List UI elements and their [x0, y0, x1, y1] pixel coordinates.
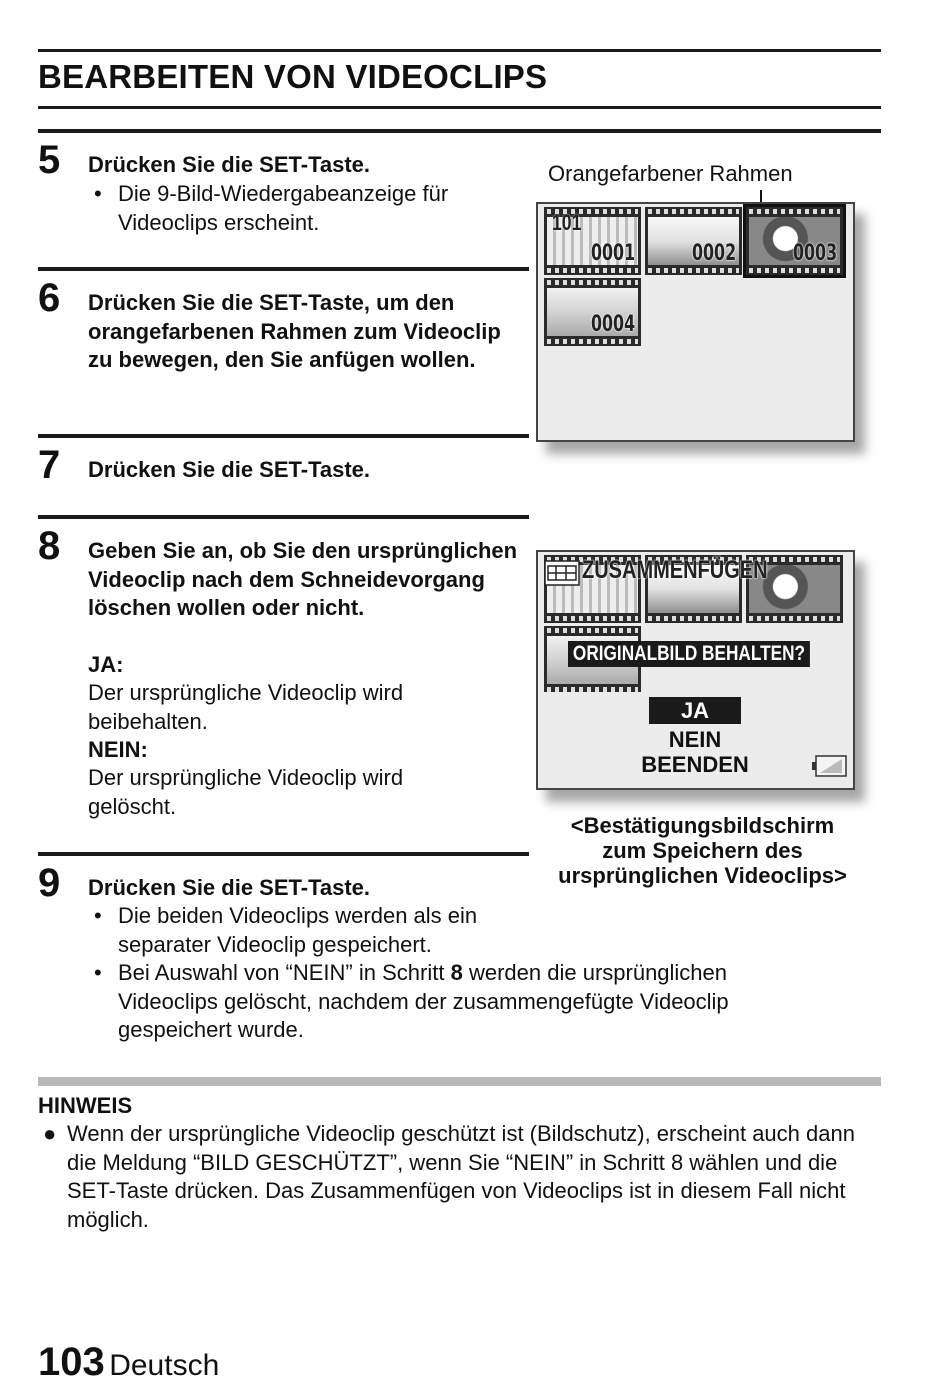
caption-line-3: ursprünglichen Videoclips>	[558, 863, 847, 888]
prompt-banner: ORIGINALBILD BEHALTEN?	[568, 641, 810, 667]
page-number: 103	[38, 1340, 105, 1384]
thumbnail-4-number: 0004	[590, 312, 635, 337]
step-5-bullet	[94, 180, 518, 237]
step-9-bullet-1-text: Die beiden Videoclips werden als ein separater Videoclip gespeichert.	[118, 903, 478, 957]
step-5-heading: Drücken Sie die SET-Taste.	[88, 152, 371, 177]
thumbnail-1-number: 0001	[590, 241, 635, 266]
merge-header: ZUSAMMENFÜGEN	[582, 556, 768, 584]
title-bottom-rule	[38, 106, 881, 109]
step-5-number: 5	[38, 138, 61, 182]
step-9-bullet-2-text-a: Bei Auswahl von “NEIN” in Schritt	[118, 960, 445, 985]
battery-icon	[812, 754, 848, 778]
bullet-dot: ●	[43, 1121, 57, 1146]
thumbnail-3-selected	[746, 207, 843, 275]
step-8-nein-text: Der ursprüngliche Videoclip wird gelöscht.	[88, 765, 404, 819]
step-9-bullet-1	[94, 902, 528, 959]
option-nein[interactable]: NEIN	[668, 727, 722, 752]
step-9-bullet-2-step-ref: 8	[450, 960, 463, 985]
step7-rule	[38, 434, 529, 438]
page-footer	[38, 1340, 219, 1385]
thumbnail-3-number: 0003	[792, 241, 837, 266]
thumbnail-4	[544, 278, 641, 346]
step8-rule	[38, 515, 529, 519]
thumbnail-2	[645, 207, 742, 275]
step-8-nein-label: NEIN:	[88, 737, 148, 762]
step-8-number: 8	[38, 524, 61, 568]
note-text: Wenn der ursprüngliche Videoclip geschützt ist (Bildschutz), erscheint auch dann die Meldung “BILD GESCHÜTZT”, wenn Sie “NEIN” in Schritt 8 wählen und die SET-Taste drücken. Das Zusammenfügen von Videoclips ist in diesem Fall nicht möglich.	[67, 1121, 855, 1232]
note-rule	[38, 1077, 881, 1086]
step-8-ja-label: JA:	[88, 652, 124, 677]
option-beenden[interactable]: BEENDEN	[641, 752, 749, 777]
step-8-ja-text: Der ursprüngliche Videoclip wird beibehalten.	[88, 680, 404, 734]
step-7-number: 7	[38, 443, 61, 487]
page-title: BEARBEITEN VON VIDEOCLIPS	[38, 58, 548, 95]
page-language: Deutsch	[109, 1349, 220, 1382]
bullet-dot: •	[94, 960, 102, 985]
step-9-heading: Drücken Sie die SET-Taste.	[88, 875, 371, 900]
bullet-dot: •	[94, 181, 102, 206]
step-9-bullet-2-text-b: werden die ursprünglichen Videoclips gelöscht, nachdem der zusammengefügte Videoclip gespeichert wurde.	[118, 960, 729, 1042]
note-title: HINWEIS	[38, 1093, 133, 1118]
folder-number: 101	[552, 210, 582, 235]
note-bullet	[43, 1120, 882, 1234]
thumbnail-2-number: 0002	[691, 241, 736, 266]
step-6-heading: Drücken Sie die SET-Taste, um den orangefarbenen Rahmen zum Videoclip zu bewegen, den Sie anfügen wollen.	[88, 290, 501, 372]
screen-caption	[530, 813, 875, 888]
film-edit-icon	[544, 560, 580, 586]
playback-screen	[536, 202, 855, 442]
step-5-bullet-text: Die 9-Bild-Wiedergabeanzeige für Videoclips erscheint.	[118, 181, 449, 235]
step-9-number: 9	[38, 861, 61, 905]
caption-line-1: <Bestätigungsbildschirm	[570, 813, 835, 838]
step-9-bullet-2	[94, 959, 818, 1045]
step9-rule	[38, 852, 529, 856]
title-top-rule	[38, 49, 881, 52]
step-6-number: 6	[38, 276, 61, 320]
caption-line-2: zum Speichern des	[602, 838, 803, 863]
option-ja[interactable]: JA	[649, 697, 741, 724]
bullet-dot: •	[94, 903, 102, 928]
callout-label: Orangefarbener Rahmen	[548, 161, 793, 186]
step5-rule	[38, 129, 881, 133]
step-8-heading: Geben Sie an, ob Sie den ursprünglichen Videoclip nach dem Schneidevorgang löschen wollen oder nicht.	[88, 538, 518, 620]
step-7-heading: Drücken Sie die SET-Taste.	[88, 457, 371, 482]
step6-rule	[38, 267, 529, 271]
